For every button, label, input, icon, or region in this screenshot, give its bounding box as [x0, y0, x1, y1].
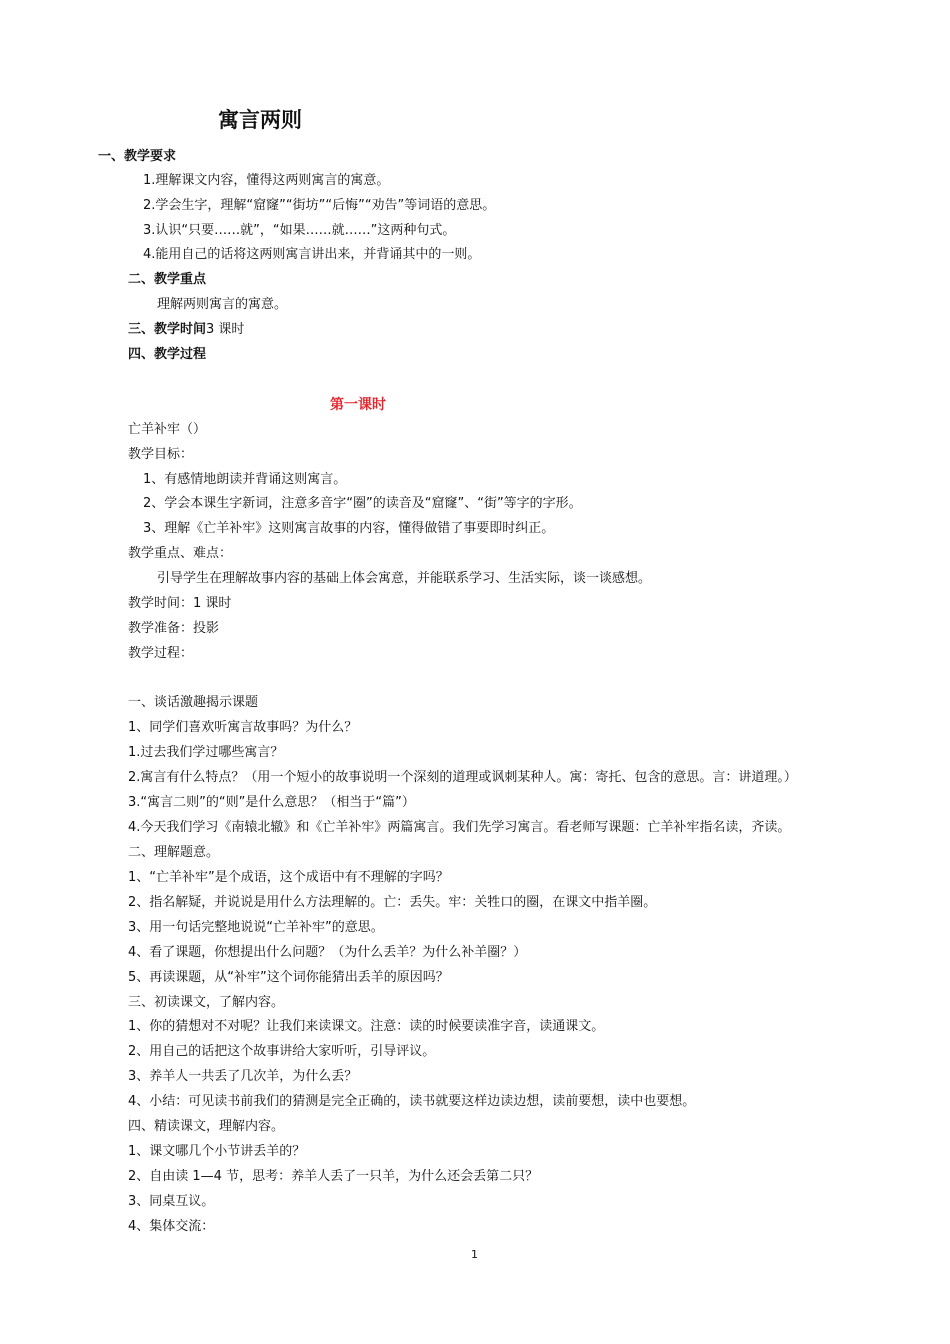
step-line: 5、再读课题，从“补牢”这个词你能猜出丢羊的原因吗？	[128, 970, 449, 985]
step-line: 3、同桌互议。	[128, 1194, 215, 1209]
step-line: 2、自由读 1—4 节，思考：养羊人丢了一只羊，为什么还会丢第二只？	[128, 1169, 539, 1184]
step-line: 四、精读课文，理解内容。	[128, 1119, 285, 1134]
lesson-process: 教学过程：	[128, 646, 194, 661]
section-heading: 二、教学重点	[128, 272, 207, 287]
section-heading: 一、教学要求	[98, 149, 177, 164]
section-time	[128, 321, 244, 339]
step-line: 三、初读课文，了解内容。	[128, 995, 285, 1010]
goal-item: 3、理解《亡羊补牢》这则寓言故事的内容，懂得做错了事要即时纠正。	[143, 521, 555, 536]
step-line: 1.过去我们学过哪些寓言？	[128, 745, 284, 760]
goal-item: 1、有感情地朗读并背诵这则寓言。	[143, 472, 347, 487]
lesson-prep: 教学准备：投影	[128, 621, 220, 636]
section-body: 理解两则寓言的寓意。	[157, 297, 288, 312]
step-line: 一、谈话激趣揭示课题	[128, 695, 259, 710]
requirement-item: 3.认识“只要……就”，“如果……就……”这两种句式。	[143, 223, 456, 238]
key-label: 教学重点、难点：	[128, 546, 233, 561]
lesson-time: 教学时间：1 课时	[128, 596, 232, 611]
step-line: 3、用一句话完整地说说“亡羊补牢”的意思。	[128, 920, 384, 935]
step-line: 1、课文哪几个小节讲丢羊的？	[128, 1144, 306, 1159]
page-number: 1	[471, 1248, 478, 1261]
step-line: 2、指名解疑，并说说是用什么方法理解的。亡：丢失。牢：关牲口的圈，在课文中指羊圈。	[128, 895, 657, 910]
step-line: 1、你的猜想对不对呢？让我们来读课文。注意：读的时候要读准字音，读通课文。	[128, 1019, 605, 1034]
requirement-item: 1.理解课文内容，懂得这两则寓言的寓意。	[143, 173, 390, 188]
step-line: 1、同学们喜欢听寓言故事吗？为什么？	[128, 720, 358, 735]
goals-label: 教学目标：	[128, 447, 194, 462]
key-body: 引导学生在理解故事内容的基础上体会寓意，并能联系学习、生活实际，谈一谈感想。	[157, 571, 652, 586]
story-title: 亡羊补牢（）	[128, 422, 207, 437]
document-title: 寓言两则	[218, 108, 302, 132]
step-line: 3.“寓言二则”的“则”是什么意思？（相当于“篇”）	[128, 795, 415, 810]
section-heading: 四、教学过程	[128, 347, 207, 362]
step-line: 4、看了课题，你想提出什么问题？（为什么丢羊？为什么补羊圈？）	[128, 945, 527, 960]
step-line: 4、集体交流：	[128, 1219, 215, 1234]
step-line: 1、“亡羊补牢”是个成语，这个成语中有不理解的字吗？	[128, 870, 449, 885]
requirement-item: 2.学会生字，理解“窟窿”“街坊”“后悔”“劝告”等词语的意思。	[143, 198, 496, 213]
step-line: 4.今天我们学习《南辕北辙》和《亡羊补牢》两篇寓言。我们先学习寓言。看老师写课题：亡羊补牢指名读，齐读。	[128, 820, 791, 835]
step-line: 2、用自己的话把这个故事讲给大家听听，引导评议。	[128, 1044, 436, 1059]
step-line: 4、小结：可见读书前我们的猜测是完全正确的，读书就要这样边读边想，读前要想，读中也要想。	[128, 1094, 696, 1109]
goal-item: 2、学会本课生字新词，注意多音字“圈”的读音及“窟窿”、“街”等字的字形。	[143, 496, 582, 511]
section-body: 3 课时	[206, 322, 245, 337]
requirement-item: 4.能用自己的话将这两则寓言讲出来，并背诵其中的一则。	[143, 247, 481, 262]
section-heading: 三、教学时间	[128, 322, 207, 337]
step-line: 二、理解题意。	[128, 845, 220, 860]
step-line: 2.寓言有什么特点？（用一个短小的故事说明一个深刻的道理或讽刺某种人。寓：寄托、包含的意思。言：讲道理。）	[128, 770, 797, 785]
lesson-heading: 第一课时	[330, 397, 386, 413]
step-line: 3、养羊人一共丢了几次羊，为什么丢？	[128, 1069, 358, 1084]
